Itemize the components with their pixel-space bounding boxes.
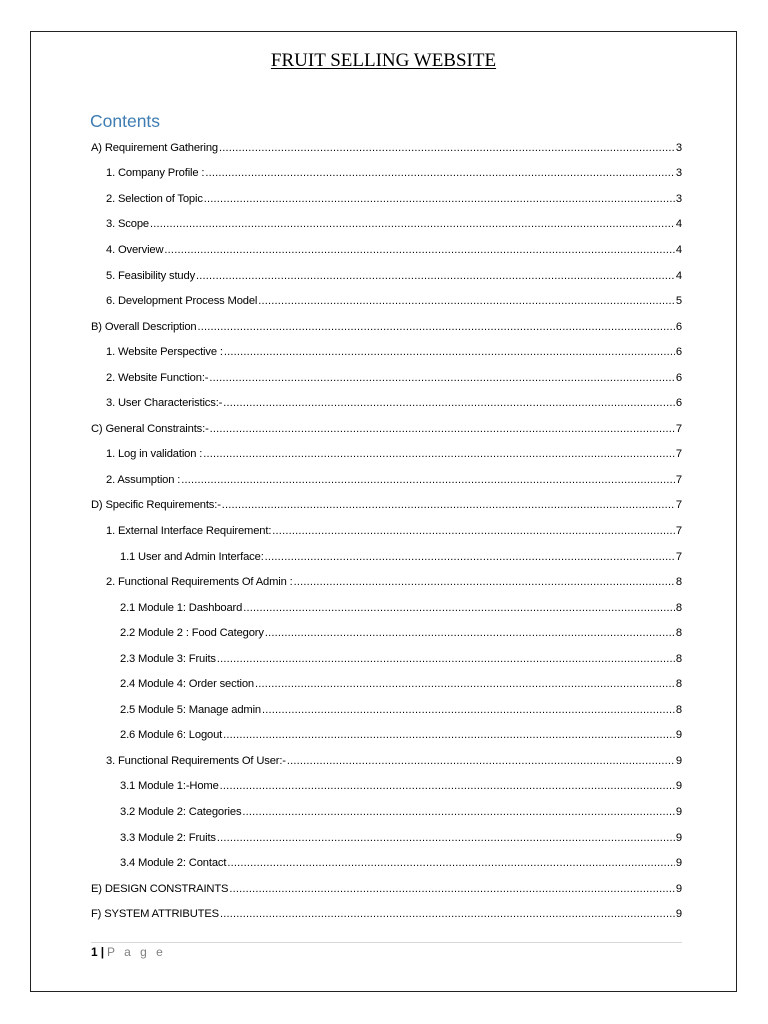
footer-divider: [91, 942, 682, 943]
toc-entry-page-number: 3: [675, 141, 682, 154]
toc-entry-label: 1. Website Perspective :: [106, 346, 223, 359]
toc-entry-page-number: 6: [675, 371, 682, 384]
toc-dot-leader: [219, 141, 675, 155]
toc-entry-page-number: 9: [675, 729, 682, 742]
toc-dot-leader: [262, 703, 675, 717]
toc-entry-label: 2.4 Module 4: Order section: [120, 678, 255, 691]
toc-entry-page-number: 7: [675, 524, 682, 537]
toc-entry[interactable]: [91, 595, 682, 621]
toc-entry-label: F) SYSTEM ATTRIBUTES: [91, 908, 219, 921]
toc-entry-page-number: 4: [675, 243, 682, 256]
toc-entry-label: 3. Functional Requirements Of User:-: [106, 754, 286, 767]
toc-entry[interactable]: [91, 748, 682, 774]
toc-entry-label: 2. Website Function:-: [106, 371, 209, 384]
toc-dot-leader: [258, 294, 675, 308]
toc-entry-label: 2.3 Module 3: Fruits: [120, 652, 216, 665]
toc-entry-page-number: 9: [675, 857, 682, 870]
toc-entry[interactable]: [91, 646, 682, 672]
toc-entry-label: 1.1 User and Admin Interface:: [120, 550, 264, 563]
toc-entry-label: 1. External Interface Requirement:: [106, 524, 272, 537]
toc-entry[interactable]: [91, 493, 682, 519]
toc-dot-leader: [224, 345, 675, 359]
toc-entry[interactable]: [91, 518, 682, 544]
toc-entry[interactable]: [91, 212, 682, 238]
toc-entry[interactable]: [91, 161, 682, 187]
toc-entry[interactable]: [91, 237, 682, 263]
toc-dot-leader: [204, 192, 675, 206]
toc-entry-page-number: 6: [675, 320, 682, 333]
toc-entry-label: 3.3 Module 2: Fruits: [120, 831, 216, 844]
toc-entry[interactable]: [91, 135, 682, 161]
contents-heading: Contents: [90, 111, 161, 131]
toc-entry-page-number: 6: [675, 397, 682, 410]
toc-dot-leader: [217, 652, 675, 666]
footer-page-number: 1: [91, 945, 98, 959]
toc-entry-label: 5. Feasibility study: [106, 269, 196, 282]
toc-dot-leader: [255, 677, 675, 691]
toc-entry[interactable]: [91, 799, 682, 825]
toc-dot-leader: [223, 396, 675, 410]
toc-dot-leader: [229, 882, 675, 896]
toc-entry-page-number: 8: [675, 678, 682, 691]
toc-entry-page-number: 8: [675, 627, 682, 640]
toc-entry-page-number: 3: [675, 192, 682, 205]
toc-entry-label: 3.4 Module 2: Contact: [120, 857, 227, 870]
toc-dot-leader: [210, 422, 675, 436]
toc-entry-page-number: 5: [675, 295, 682, 308]
toc-entry[interactable]: [91, 569, 682, 595]
toc-entry-page-number: 6: [675, 346, 682, 359]
toc-entry-page-number: 9: [675, 805, 682, 818]
toc-entry-label: 1. Company Profile :: [106, 167, 205, 180]
toc-entry-label: A) Requirement Gathering: [91, 141, 218, 154]
toc-entry-page-number: 4: [675, 218, 682, 231]
toc-entry-label: 2. Assumption :: [106, 473, 181, 486]
toc-entry[interactable]: [91, 186, 682, 212]
toc-dot-leader: [209, 371, 675, 385]
toc-entry-label: 2.1 Module 1: Dashboard: [120, 601, 243, 614]
toc-dot-leader: [196, 269, 675, 283]
toc-entry-label: 2.5 Module 5: Manage admin: [120, 703, 262, 716]
toc-entry-label: 2.6 Module 6: Logout: [120, 729, 223, 742]
toc-entry[interactable]: [91, 671, 682, 697]
table-of-contents: [91, 135, 682, 927]
toc-entry-page-number: 7: [675, 448, 682, 461]
toc-dot-leader: [220, 907, 675, 921]
toc-entry-label: 2. Selection of Topic: [106, 192, 203, 205]
toc-dot-leader: [294, 575, 675, 589]
toc-entry[interactable]: [91, 339, 682, 365]
toc-entry-page-number: 8: [675, 652, 682, 665]
footer-page-word: P a g e: [107, 945, 166, 959]
toc-dot-leader: [265, 550, 675, 564]
toc-dot-leader: [265, 626, 675, 640]
toc-entry-label: 1. Log in validation :: [106, 448, 203, 461]
toc-entry-page-number: 9: [675, 831, 682, 844]
page-footer: [91, 945, 166, 959]
toc-dot-leader: [243, 601, 675, 615]
toc-entry-page-number: 7: [675, 550, 682, 563]
toc-entry-label: 3.1 Module 1:-Home: [120, 780, 219, 793]
toc-entry-label: 2. Functional Requirements Of Admin :: [106, 576, 293, 589]
toc-dot-leader: [203, 447, 675, 461]
toc-entry[interactable]: [91, 416, 682, 442]
toc-entry[interactable]: [91, 825, 682, 851]
document-title-text: FRUIT SELLING WEBSITE: [270, 50, 497, 71]
toc-entry[interactable]: [91, 544, 682, 570]
toc-entry[interactable]: [91, 697, 682, 723]
toc-entry-label: 3. Scope: [106, 218, 149, 231]
toc-entry-label: 6. Development Process Model: [106, 295, 258, 308]
toc-entry[interactable]: [91, 314, 682, 340]
document-page: [30, 31, 737, 992]
toc-entry-label: 3.2 Module 2: Categories: [120, 805, 242, 818]
toc-entry[interactable]: [91, 442, 682, 468]
toc-entry[interactable]: [91, 774, 682, 800]
toc-entry-label: C) General Constraints:-: [91, 422, 209, 435]
toc-dot-leader: [242, 805, 675, 819]
toc-dot-leader: [181, 473, 675, 487]
toc-entry-page-number: 4: [675, 269, 682, 282]
toc-entry-label: 3. User Characteristics:-: [106, 397, 223, 410]
toc-entry-page-number: 9: [675, 908, 682, 921]
toc-entry-page-number: 7: [675, 499, 682, 512]
toc-dot-leader: [150, 217, 675, 231]
toc-entry[interactable]: [91, 876, 682, 902]
toc-entry[interactable]: [91, 723, 682, 749]
toc-dot-leader: [287, 754, 675, 768]
toc-dot-leader: [220, 779, 675, 793]
footer-separator: |: [100, 945, 105, 959]
toc-entry-page-number: 7: [675, 473, 682, 486]
toc-entry[interactable]: [91, 620, 682, 646]
toc-dot-leader: [205, 166, 675, 180]
toc-entry-page-number: 9: [675, 882, 682, 895]
toc-entry-label: 4. Overview: [106, 243, 164, 256]
toc-dot-leader: [227, 856, 675, 870]
toc-entry-label: E) DESIGN CONSTRAINTS: [91, 882, 229, 895]
toc-dot-leader: [217, 831, 675, 845]
toc-dot-leader: [222, 498, 675, 512]
toc-dot-leader: [223, 728, 675, 742]
toc-entry-page-number: 8: [675, 601, 682, 614]
toc-entry-page-number: 8: [675, 703, 682, 716]
toc-entry-page-number: 3: [675, 167, 682, 180]
toc-entry-label: 2.2 Module 2 : Food Category: [120, 627, 264, 640]
toc-entry-page-number: 7: [675, 422, 682, 435]
toc-entry[interactable]: [91, 365, 682, 391]
toc-entry[interactable]: [91, 901, 682, 927]
toc-entry-page-number: 9: [675, 754, 682, 767]
toc-entry[interactable]: [91, 288, 682, 314]
toc-entry-label: B) Overall Description: [91, 320, 197, 333]
toc-entry[interactable]: [91, 263, 682, 289]
toc-dot-leader: [164, 243, 675, 257]
toc-entry-page-number: 8: [675, 576, 682, 589]
toc-entry[interactable]: [91, 467, 682, 493]
toc-entry[interactable]: [91, 390, 682, 416]
toc-entry-page-number: 9: [675, 780, 682, 793]
toc-entry[interactable]: [91, 850, 682, 876]
toc-dot-leader: [272, 524, 675, 538]
toc-entry-label: D) Specific Requirements:-: [91, 499, 221, 512]
toc-dot-leader: [198, 320, 675, 334]
document-title: [31, 50, 736, 72]
